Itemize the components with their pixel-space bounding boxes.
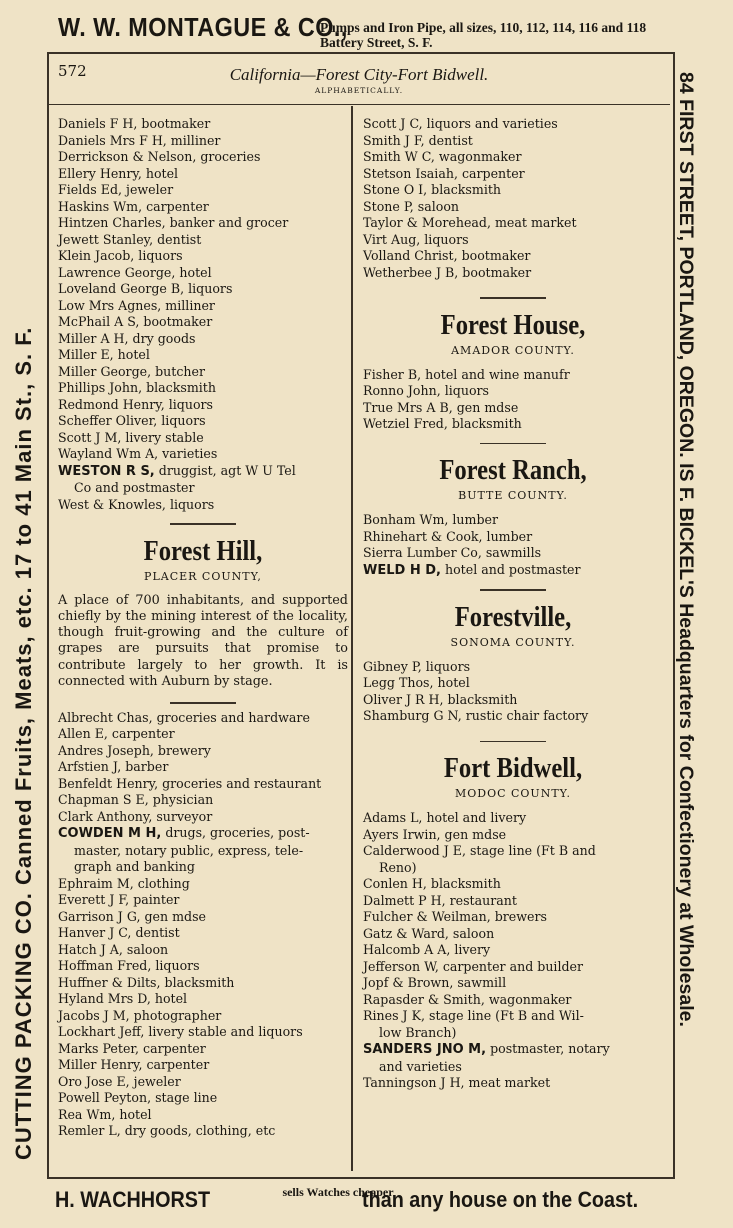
section-forest-hill <box>58 523 348 585</box>
right-side-advertisement: 84 FIRST STREET, PORTLAND, OREGON. IS F. BICKEL'S Headquarters for Confectionery at Wholesale. <box>675 72 697 1027</box>
list-item: Gibney P, liquors <box>363 658 471 674</box>
list-item: Shamburg G N, rustic chair factory <box>363 708 589 723</box>
weld-rest: hotel and postmaster <box>444 561 581 577</box>
list-item: Allen E, carpenter <box>58 726 175 742</box>
list-item: Low Mrs Agnes, milliner <box>58 297 215 313</box>
top-ad-name: W. W. MONTAGUE & CO., <box>58 12 348 42</box>
forest-hill-list-a <box>58 710 348 826</box>
list-item: Oro Jose E, jeweler <box>58 1073 181 1089</box>
list-item: Scheffer Oliver, liquors <box>58 413 206 428</box>
list-item: Benfeldt Henry, groceries and restaurant <box>58 775 322 791</box>
section-county: SONOMA COUNTY. <box>450 635 576 649</box>
list-item: Halcomb A A, livery <box>363 942 491 957</box>
list-item: Hanver J C, dentist <box>58 925 180 941</box>
list-item: Scott J M, livery stable <box>58 429 204 445</box>
list-item: Jacobs J M, photographer <box>58 1007 222 1023</box>
list-item: McPhail A S, bootmaker <box>58 314 213 329</box>
fort-bidwell-list-b <box>363 1075 663 1092</box>
section-county: AMADOR COUNTY. <box>451 343 575 357</box>
list-item-weston <box>58 463 348 481</box>
section-heading: Forest House, <box>440 309 586 341</box>
list-item: Dalmett P H, restaurant <box>363 892 517 908</box>
forest-hill-description: A place of 700 inhabitants, and supported chiefly by the mining interest of the locality, though fruit-growing and the culture of grapes are pursuits that promise to contribute largely to her growth. It is connected with Auburn by stage. <box>58 592 348 689</box>
bottom-advertisement <box>40 1182 700 1222</box>
weston-rest: druggist, agt W U Tel <box>158 462 296 478</box>
list-item: Redmond Henry, liquors <box>58 396 214 412</box>
sanders-rest: postmaster, notary <box>490 1041 610 1056</box>
list-item: Fields Ed, jeweler <box>58 182 174 197</box>
cowden-name: COWDEN M H, <box>58 826 162 842</box>
forest-city-list-right <box>363 116 663 281</box>
forestville-list <box>363 659 663 725</box>
list-item: Hyland Mrs D, hotel <box>58 991 188 1007</box>
list-item: Sierra Lumber Co, sawmills <box>363 545 542 560</box>
list-item: Jefferson W, carpenter and builder <box>363 958 584 974</box>
list-item: Rhinehart & Cook, lumber <box>363 528 533 544</box>
list-item: Daniels Mrs F H, milliner <box>58 132 221 148</box>
list-item: Jopf & Brown, sawmill <box>363 975 507 990</box>
page-title: California—Forest City-Fort Bidwell. <box>229 65 489 84</box>
list-item: Bonham Wm, lumber <box>363 512 499 527</box>
list-item: Gatz & Ward, saloon <box>363 925 495 941</box>
list-item: True Mrs A B, gen mdse <box>363 399 519 415</box>
list-item: Smith W C, wagonmaker <box>363 149 522 164</box>
section-forest-house <box>363 297 663 359</box>
page-number: 572 <box>58 62 87 80</box>
forest-ranch-list <box>363 512 663 562</box>
list-item-west-knowles: West & Knowles, liquors <box>58 496 215 512</box>
list-item: Rapasder & Smith, wagonmaker <box>363 991 572 1007</box>
top-advertisement <box>0 0 733 50</box>
column-divider <box>351 106 353 1171</box>
weld-name: WELD H D, <box>363 562 441 578</box>
list-item: Stone O I, blacksmith <box>363 182 502 197</box>
forest-hill-list-b <box>58 876 348 1140</box>
section-rule <box>480 443 546 445</box>
list-item: Wetherbee J B, bootmaker <box>363 264 532 280</box>
list-item: Miller A H, dry goods <box>58 330 196 346</box>
section-forestville <box>363 589 663 651</box>
list-item: Fisher B, hotel and wine manufr <box>363 366 570 382</box>
section-rule <box>170 523 236 525</box>
weston-continuation: Co and postmaster <box>74 480 195 495</box>
list-item: Tanningson J H, meat market <box>363 1075 551 1090</box>
list-item: Klein Jacob, liquors <box>58 248 183 263</box>
left-column <box>58 116 348 1140</box>
list-item: Garrison J G, gen mdse <box>58 908 207 924</box>
right-column <box>363 116 663 1092</box>
list-item: Ronno John, liquors <box>363 383 490 398</box>
list-item: Hoffman Fred, liquors <box>58 958 200 974</box>
list-item-weld <box>363 562 663 580</box>
forest-city-list-left <box>58 116 348 463</box>
section-county: PLACER COUNTY, <box>144 569 262 583</box>
list-item: Stone P, saloon <box>363 198 460 214</box>
list-item: Lockhart Jeff, livery stable and liquors <box>58 1024 303 1040</box>
list-item: Andres Joseph, brewery <box>58 742 211 758</box>
page-subtitle: ALPHABETICALLY. <box>314 86 404 95</box>
bottom-ad-right: than any house on the Coast. <box>362 1187 639 1212</box>
list-item: Smith J F, dentist <box>363 132 473 148</box>
list-item: Hintzen Charles, banker and grocer <box>58 215 289 230</box>
list-item: Albrecht Chas, groceries and hardware <box>58 709 310 725</box>
cowden-continuation-1: master, notary public, express, tele- <box>74 842 304 858</box>
list-item: Miller Henry, carpenter <box>58 1057 210 1073</box>
list-item: Huffner & Dilts, blacksmith <box>58 974 235 990</box>
list-item: Derrickson & Nelson, groceries <box>58 149 261 164</box>
list-item: Jewett Stanley, dentist <box>58 231 202 247</box>
section-heading: Forest Ranch, <box>439 455 587 486</box>
list-item: Ephraim M, clothing <box>58 875 190 891</box>
list-item: Rea Wm, hotel <box>58 1106 152 1122</box>
list-item-sanders <box>363 1041 663 1059</box>
page-header <box>48 54 670 105</box>
section-rule <box>170 702 236 704</box>
list-item: Everett J F, painter <box>58 892 180 908</box>
list-item: Virt Aug, liquors <box>363 231 469 247</box>
section-county: MODOC COUNTY. <box>454 787 572 800</box>
section-heading: Fort Bidwell, <box>443 753 583 784</box>
top-ad-text: Pumps and Iron Pipe, all sizes, 110, 112, 114, 116 and 118 Battery Street, S. F. <box>320 20 647 50</box>
weston-name: WESTON R S, <box>58 463 155 479</box>
list-item: Lawrence George, hotel <box>58 264 212 280</box>
section-rule <box>480 741 546 743</box>
list-item: Chapman S E, physician <box>58 792 214 808</box>
forest-house-list <box>363 367 663 433</box>
section-fort-bidwell <box>363 741 663 803</box>
section-heading: Forestville, <box>454 601 572 633</box>
list-item: Taylor & Morehead, meat market <box>363 215 577 230</box>
section-county: BUTTE COUNTY. <box>458 489 568 502</box>
sanders-continuation: and varieties <box>379 1058 462 1074</box>
bottom-ad-left: H. WACHHORST <box>55 1187 211 1212</box>
list-item: Miller George, butcher <box>58 363 205 379</box>
list-item: Miller E, hotel <box>58 347 150 362</box>
list-item: Daniels F H, bootmaker <box>58 116 211 131</box>
list-item: Phillips John, blacksmith <box>58 380 216 395</box>
section-heading: Forest Hill, <box>143 535 263 567</box>
list-item: Wetziel Fred, blacksmith <box>363 416 522 431</box>
list-item: Stetson Isaiah, carpenter <box>363 165 525 181</box>
bottom-ad-middle: sells Watches cheaper <box>282 1185 394 1199</box>
list-item: Powell Peyton, stage line <box>58 1090 218 1106</box>
list-item: Scott J C, liquors and varieties <box>363 116 558 131</box>
section-rule <box>480 297 546 299</box>
list-item: Volland Christ, bootmaker <box>363 248 531 263</box>
list-item: Rines J K, stage line (Ft B and Wil- <box>363 1008 584 1023</box>
list-item: Clark Anthony, surveyor <box>58 808 213 824</box>
list-item: Hatch J A, saloon <box>58 941 169 957</box>
fort-bidwell-list-a <box>363 810 663 1041</box>
left-side-advertisement: CUTTING PACKING CO. Canned Fruits, Meats, etc. 17 to 41 Main St., S. F. <box>11 326 36 1160</box>
list-item: Legg Thos, hotel <box>363 675 470 690</box>
list-item: Conlen H, blacksmith <box>363 876 501 891</box>
list-item: Ayers Irwin, gen mdse <box>363 826 507 842</box>
list-item: Ellery Henry, hotel <box>58 165 179 181</box>
list-item: low Branch) <box>379 1024 457 1040</box>
list-item-cowden <box>58 825 348 843</box>
cowden-continuation-2: graph and banking <box>74 859 195 875</box>
list-item: Fulcher & Weilman, brewers <box>363 909 547 924</box>
sanders-name: SANDERS JNO M, <box>363 1042 487 1057</box>
section-rule <box>480 589 546 591</box>
list-item: Loveland George B, liquors <box>58 281 233 296</box>
list-item: Wayland Wm A, varieties <box>58 446 218 461</box>
list-item: Haskins Wm, carpenter <box>58 198 209 214</box>
cowden-rest: drugs, groceries, post- <box>165 825 310 841</box>
list-item: Marks Peter, carpenter <box>58 1040 206 1056</box>
list-item: Oliver J R H, blacksmith <box>363 691 518 707</box>
list-item: Arfstien J, barber <box>58 759 169 775</box>
section-forest-ranch <box>363 443 663 505</box>
list-item: Adams L, hotel and livery <box>363 810 527 825</box>
list-item: Calderwood J E, stage line (Ft B and <box>363 843 596 858</box>
list-item: Remler L, dry goods, clothing, etc <box>58 1123 276 1139</box>
section-separator <box>58 702 348 704</box>
list-item: Reno) <box>379 859 417 875</box>
